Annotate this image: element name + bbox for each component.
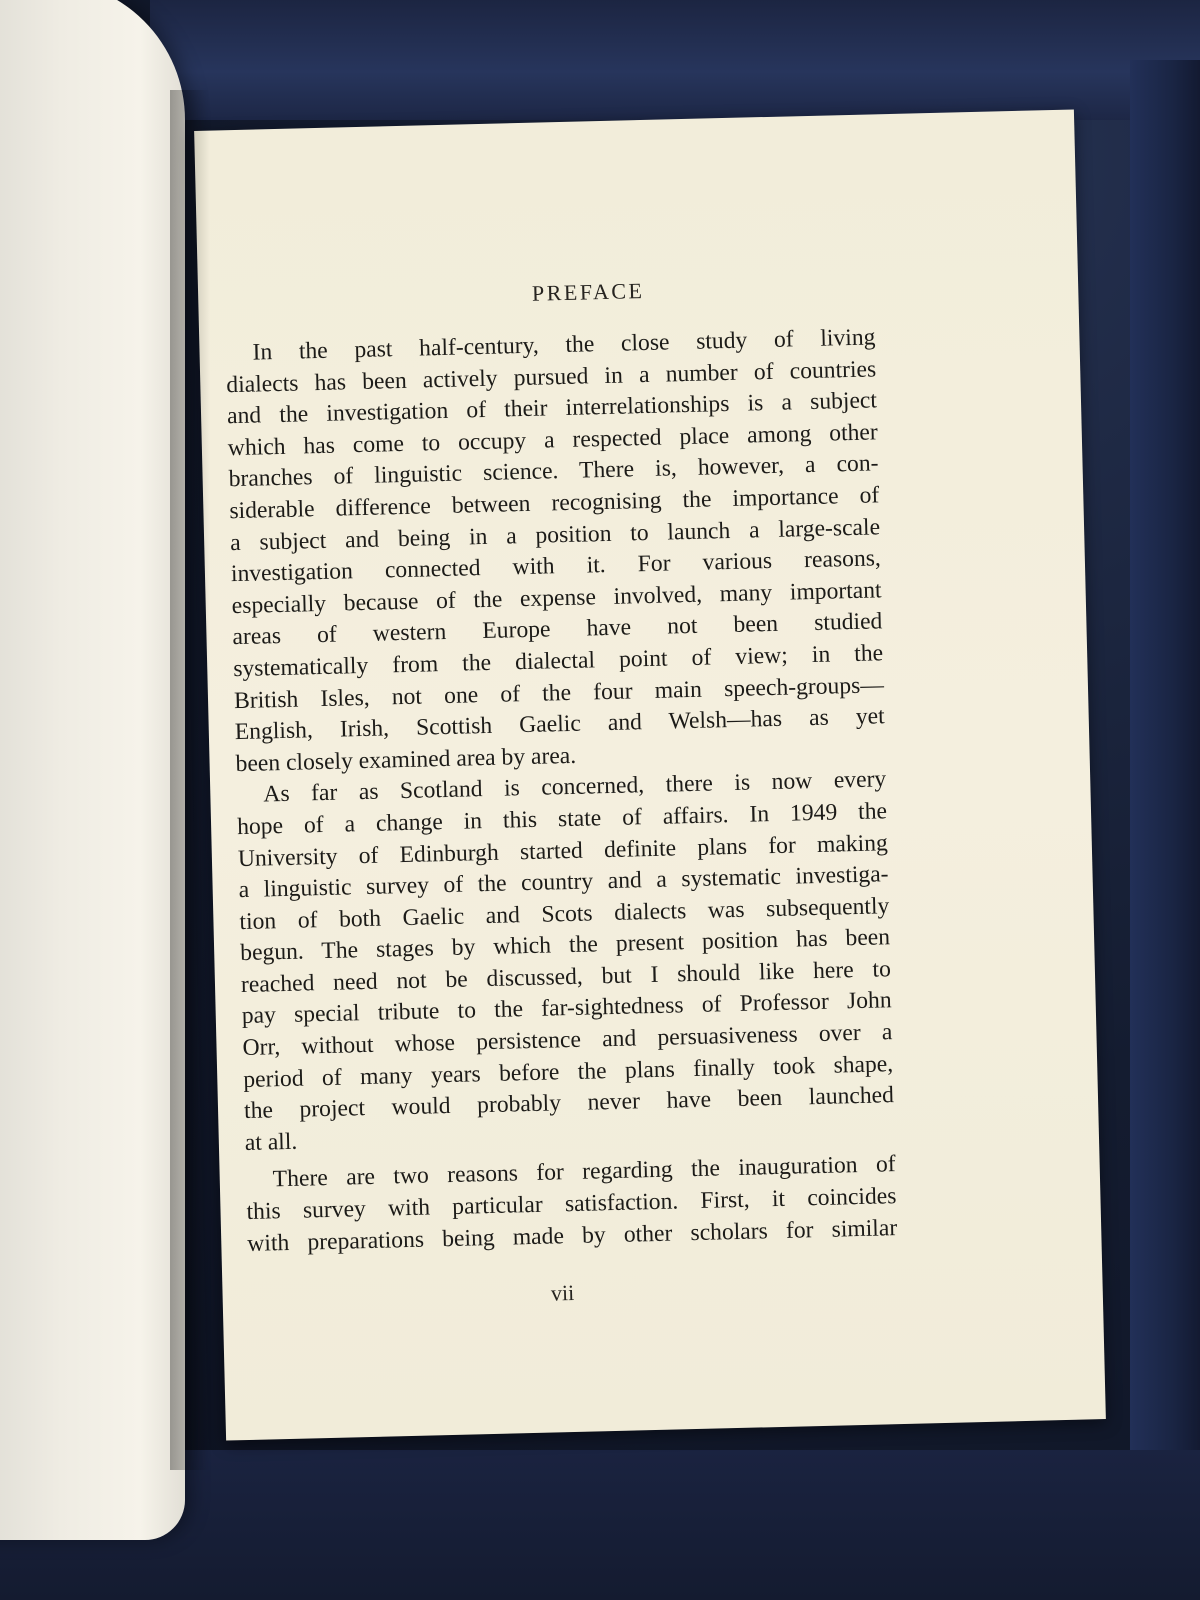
text-line: siderable difference between recognising the importance of <box>229 482 880 525</box>
book-gutter-shadow <box>170 90 210 1470</box>
paragraph <box>245 1150 897 1261</box>
text-line: dialects has been actively pursued in a number of countries <box>226 355 877 398</box>
text-line: the project would probably never have been launched <box>243 1082 895 1125</box>
text-line: hope of a change in this state of affairs. In 1949 the <box>236 798 888 841</box>
text-line: period of many years before the plans finally took shape, <box>243 1050 894 1093</box>
text-line: a subject and being in a position to launch a large-scale <box>229 513 881 556</box>
text-line: a linguistic survey of the country and a systematic investiga- <box>238 861 889 904</box>
text-line: As far as Scotland is concerned, there is now every <box>263 766 887 808</box>
book-page <box>194 109 1106 1440</box>
text-line: There are two reasons for regarding the inauguration of <box>272 1151 896 1193</box>
left-page <box>0 0 185 1540</box>
text-line: In the past half-century, the close study of living <box>252 324 876 366</box>
text-line: areas of western Europe have not been studied <box>232 608 883 651</box>
text-line: especially because of the expense involved, many important <box>231 577 882 619</box>
text-line: which has come to occupy a respected place among other <box>227 419 879 461</box>
page-heading: PREFACE <box>531 277 645 306</box>
text-line: systematically from the dialectal point of view; in the <box>232 640 884 683</box>
preface-body <box>225 322 897 1260</box>
text-line: and the investigation of their interrelationships is a subject <box>226 387 878 430</box>
text-line: Orr, without whose persistence and persuasiveness over a <box>242 1019 893 1062</box>
text-line: English, Irish, Scottish Gaelic and Welsh—has as yet <box>234 703 885 746</box>
text-line: pay special tribute to the far-sightedness of Professor John <box>241 987 892 1030</box>
paragraph <box>225 322 886 780</box>
text-line: this survey with particular satisfaction. First, it coincides <box>246 1183 897 1226</box>
text-line: begun. The stages by which the present position has been <box>239 924 891 967</box>
text-line: investigation connected with it. For various reasons, <box>230 545 882 588</box>
background-fabric-right <box>1130 60 1200 1600</box>
text-line: University of Edinburgh started definite plans for making <box>237 829 889 872</box>
text-line: tion of both Gaelic and Scots dialects was subsequently <box>239 892 890 935</box>
text-line: British Isles, not one of the four main speech-groups— <box>233 671 885 714</box>
page-number: vii <box>550 1280 575 1306</box>
text-line: branches of linguistic science. There is, however, a con- <box>228 450 879 493</box>
background-fabric-top <box>150 0 1200 120</box>
text-line: at all. <box>244 1128 298 1156</box>
text-line: with preparations being made by other scholars for similar <box>247 1214 898 1257</box>
paragraph <box>236 765 895 1160</box>
text-line: been closely examined area by area. <box>235 742 577 777</box>
text-line: reached need not be discussed, but I should like here to <box>240 956 892 998</box>
